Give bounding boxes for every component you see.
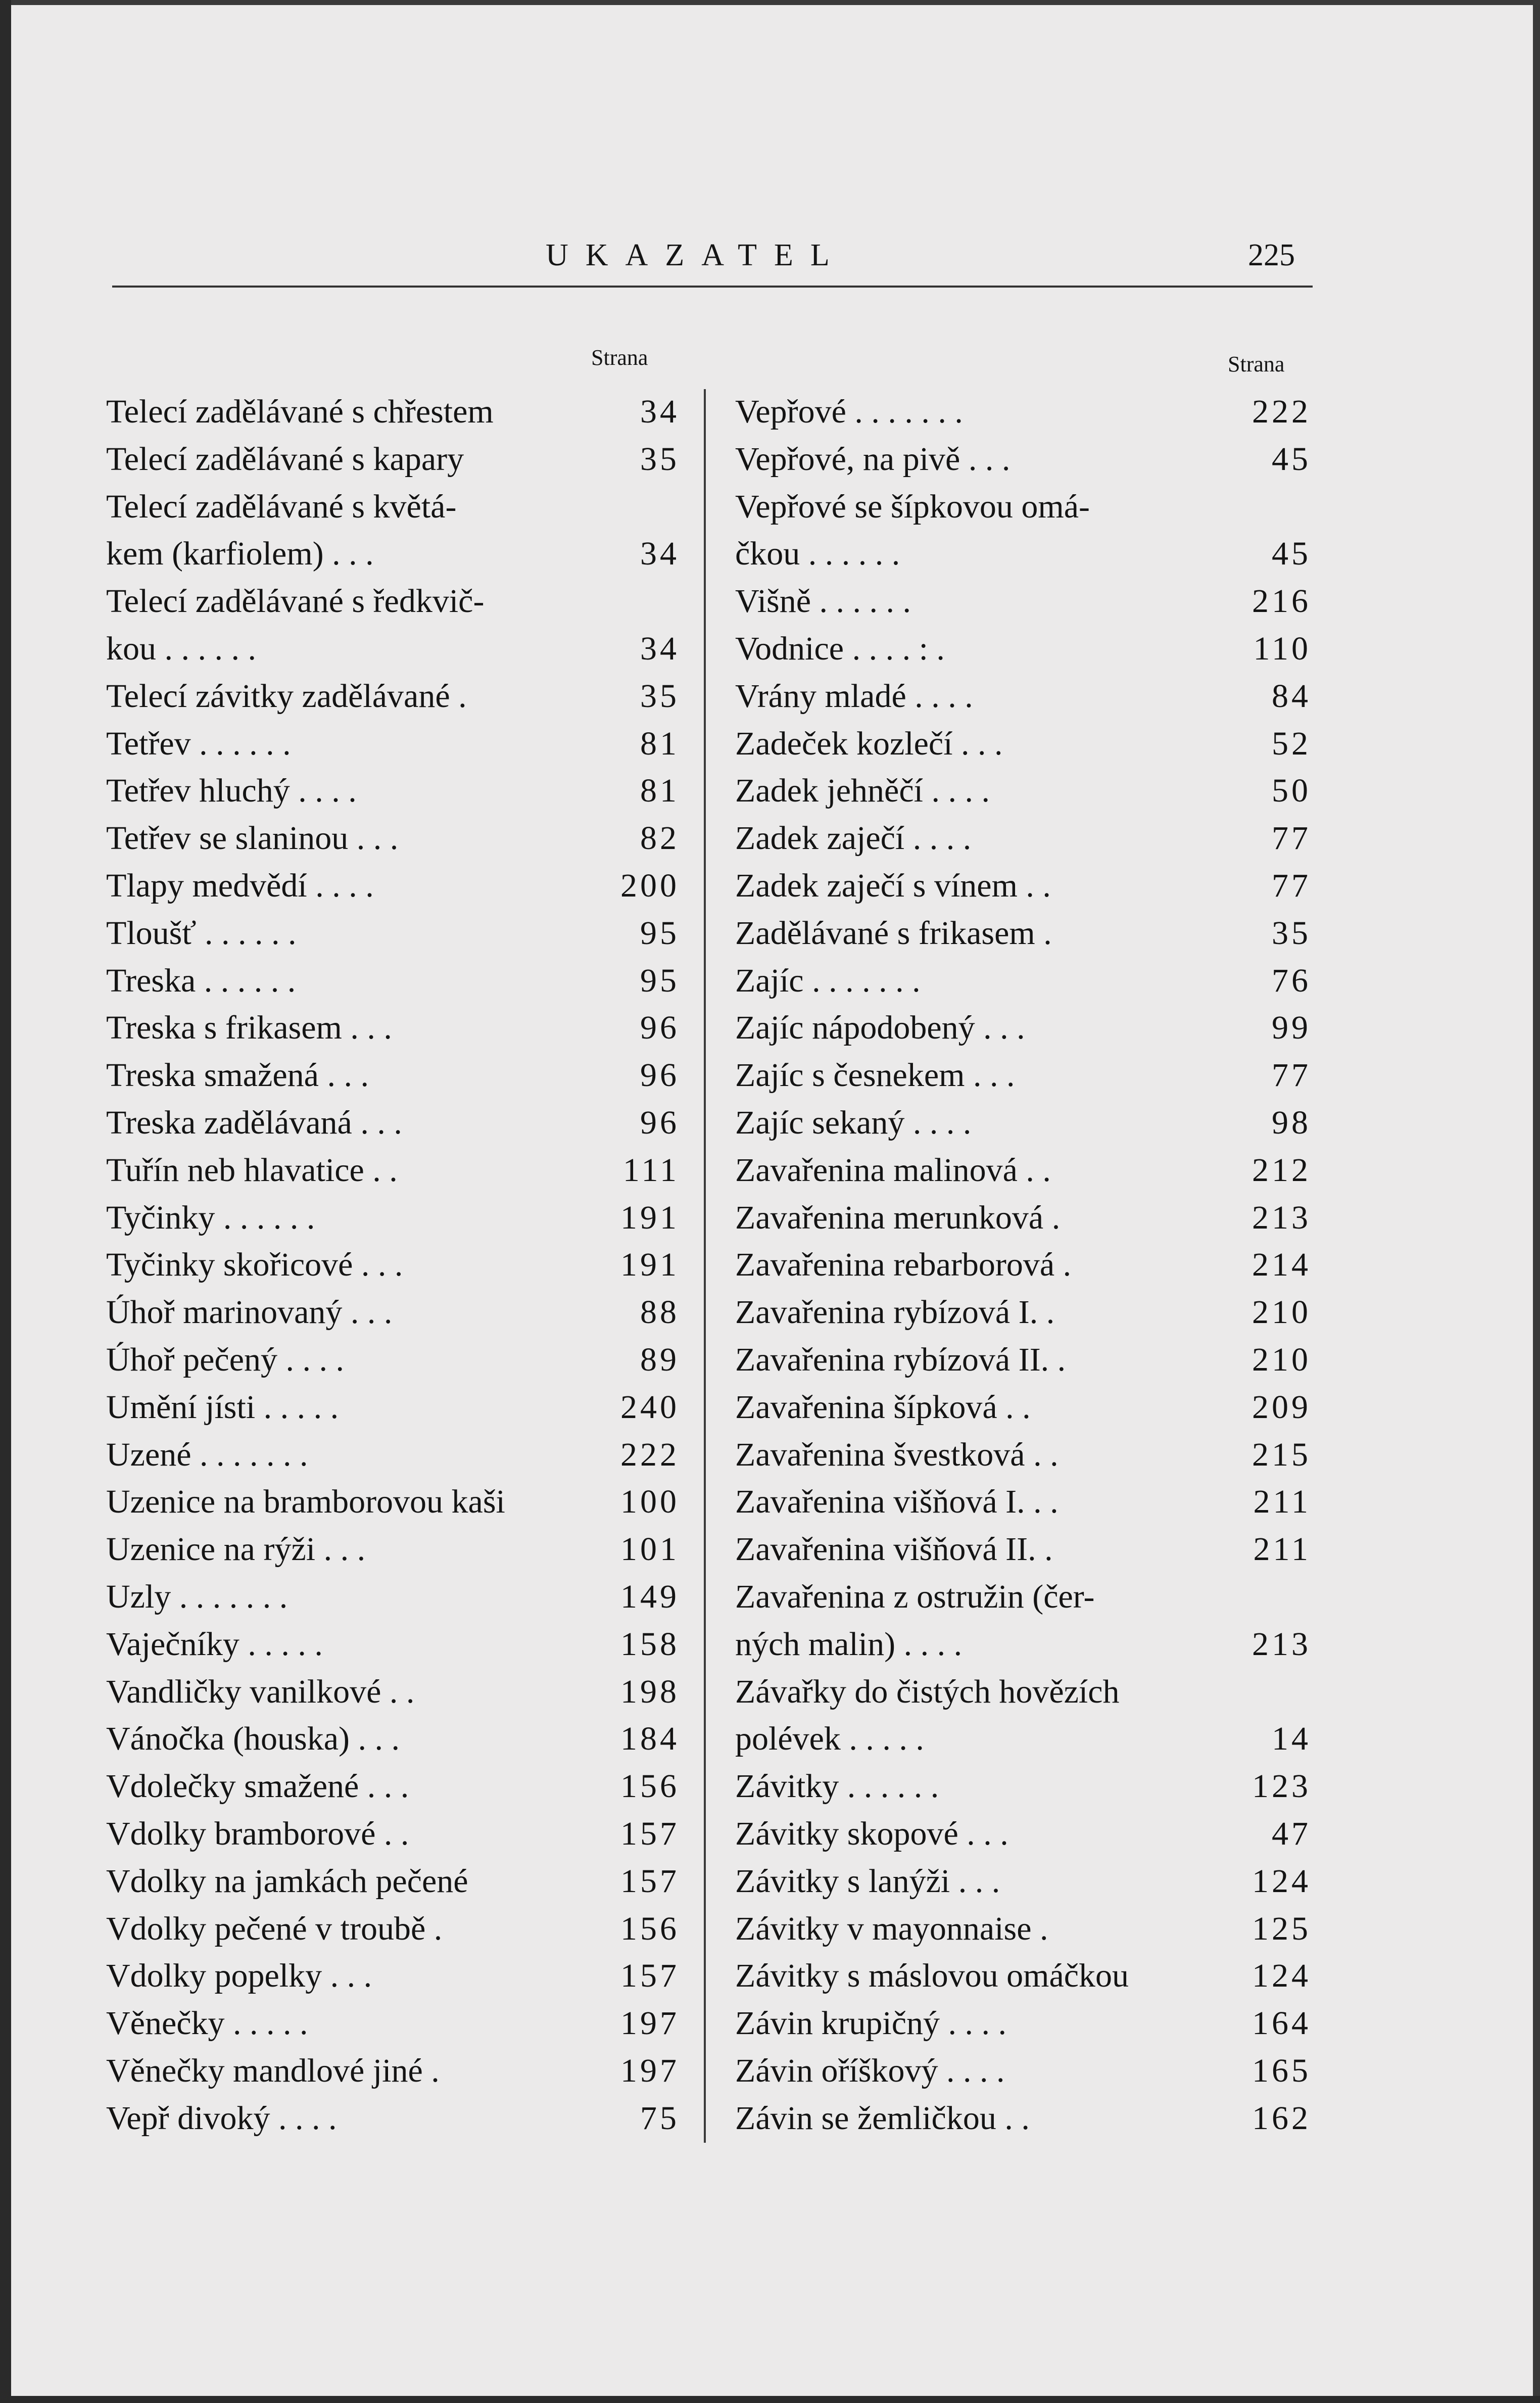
index-entry-label: Tyčinky . . . . . . — [106, 1199, 315, 1236]
index-entry — [735, 436, 1311, 483]
index-entry-page: 222 — [620, 1436, 680, 1473]
index-entry — [735, 1905, 1311, 1953]
index-entry-label: Telecí zadělávané s květá- — [106, 488, 457, 525]
index-entry-label: kem (karfiolem) . . . — [106, 535, 374, 573]
index-entry — [735, 483, 1311, 531]
index-entry-page: 96 — [640, 1009, 680, 1047]
index-entry-label: Vepřové se šípkovou omá- — [735, 488, 1090, 525]
index-entry-label: Zadek zaječí s vínem . . — [735, 867, 1051, 904]
index-entry-page: 34 — [640, 630, 680, 667]
index-entry-label: Uzenice na bramborovou kaši — [106, 1483, 505, 1521]
index-entry-page: 198 — [620, 1673, 680, 1710]
index-entry-label: Zavařenina švestková . . — [735, 1436, 1058, 1473]
index-entry-label: Úhoř pečený . . . . — [106, 1341, 345, 1378]
index-entry-label: Zavařenina šípková . . — [735, 1388, 1031, 1426]
index-entry-page: 81 — [640, 725, 680, 762]
index-entry-label: Zavařenina z ostružin (čer- — [735, 1578, 1095, 1615]
index-entry — [106, 1858, 680, 1905]
index-entry — [106, 388, 680, 436]
index-entry — [106, 1573, 680, 1621]
index-entry-label: Závin oříškový . . . . — [735, 2052, 1005, 2089]
index-entry — [106, 1810, 680, 1858]
index-entry-page: 52 — [1272, 725, 1311, 762]
index-entry-label: kou . . . . . . — [106, 630, 256, 667]
index-entry-label: Treska . . . . . . — [106, 962, 296, 999]
index-entry — [106, 1715, 680, 1763]
index-entry-page: 157 — [620, 1862, 680, 1900]
index-entry-page: 210 — [1252, 1341, 1311, 1378]
index-entry-label: ných malin) . . . . — [735, 1625, 962, 1663]
index-entry-page: 45 — [1272, 440, 1311, 478]
index-entry — [735, 1478, 1311, 1526]
index-entry-label: Višně . . . . . . — [735, 583, 911, 620]
index-entry-page: 124 — [1252, 1957, 1311, 1995]
index-entry — [735, 1715, 1311, 1763]
index-entry-label: Telecí zadělávané s chřestem — [106, 393, 494, 430]
index-entry — [735, 1952, 1311, 2000]
index-entry-label: Tetřev se slaninou . . . — [106, 820, 399, 857]
index-entry-label: Vandličky vanilkové . . — [106, 1673, 415, 1710]
index-entry-label: Vepřové, na pivě . . . — [735, 440, 1010, 478]
index-entry-page: 75 — [640, 2099, 680, 2137]
index-entry-label: Uzly . . . . . . . — [106, 1578, 288, 1615]
index-entry — [735, 1004, 1311, 1052]
index-entry-label: Vodnice . . . . : . — [735, 630, 945, 667]
index-entry-page: 47 — [1272, 1815, 1311, 1852]
index-entry-page: 110 — [1253, 630, 1311, 667]
index-entry-page: 157 — [620, 1957, 680, 1995]
scan-border-bottom — [0, 2396, 1540, 2403]
index-entry-page: 212 — [1252, 1151, 1311, 1189]
index-entry-label: Tuřín neb hlavatice . . — [106, 1151, 398, 1189]
index-entry-page: 200 — [620, 867, 680, 904]
index-entry — [735, 530, 1311, 578]
index-entry-page: 98 — [1272, 1104, 1311, 1141]
index-entry-page: 184 — [620, 1720, 680, 1758]
index-entry-label: Umění jísti . . . . . — [106, 1388, 339, 1426]
index-entry-page: 191 — [620, 1199, 680, 1236]
index-entry-page: 165 — [1252, 2052, 1311, 2089]
index-entry-label: Vepřové . . . . . . . — [735, 393, 963, 430]
index-entry-label: Vepř divoký . . . . — [106, 2099, 337, 2137]
index-entry-page: 209 — [1252, 1388, 1311, 1426]
index-entry — [735, 1241, 1311, 1289]
index-entry — [735, 1147, 1311, 1194]
index-entry-page: 164 — [1252, 2005, 1311, 2042]
index-entry-label: Uzenice na rýži . . . — [106, 1531, 366, 1568]
index-entry-page: 156 — [620, 1910, 680, 1947]
index-entry-label: Treska zadělávaná . . . — [106, 1104, 402, 1141]
index-entry-page: 149 — [620, 1578, 680, 1615]
index-entry — [106, 1621, 680, 1668]
index-entry — [735, 1336, 1311, 1384]
index-entry — [106, 1526, 680, 1573]
index-entry-page: 157 — [620, 1815, 680, 1852]
index-entry — [106, 578, 680, 625]
index-entry — [106, 1336, 680, 1384]
index-entry — [735, 1052, 1311, 1099]
index-entry-label: Zavařenina rybízová I. . — [735, 1294, 1055, 1331]
scan-border-top — [0, 0, 1540, 5]
index-entry — [735, 578, 1311, 625]
index-entry-label: Zajíc nápodobený . . . — [735, 1009, 1025, 1047]
page-number: 225 — [1248, 238, 1295, 272]
index-entry — [735, 2095, 1311, 2142]
index-entry — [106, 1147, 680, 1194]
scan-border-right — [1533, 0, 1540, 2403]
index-entry-page: 99 — [1272, 1009, 1311, 1047]
index-entry-page: 77 — [1272, 867, 1311, 904]
index-entry-label: Zavařenina višňová I. . . — [735, 1483, 1058, 1521]
index-entry-page: 84 — [1272, 677, 1311, 715]
index-entry-page: 81 — [640, 772, 680, 810]
index-entry-label: Vdolečky smažené . . . — [106, 1768, 409, 1805]
index-entry — [735, 1763, 1311, 1810]
left-column-heading: Strana — [591, 345, 648, 370]
index-entry-page: 45 — [1272, 535, 1311, 573]
scan-border-left — [0, 0, 11, 2403]
index-entry — [106, 2047, 680, 2095]
index-entry — [106, 1431, 680, 1479]
index-entry-label: Treska smažená . . . — [106, 1057, 369, 1094]
index-entry-page: 156 — [620, 1768, 680, 1805]
index-entry-page: 123 — [1252, 1768, 1311, 1805]
index-entry — [735, 2000, 1311, 2047]
index-entry — [106, 625, 680, 673]
index-entry-label: Treska s frikasem . . . — [106, 1009, 392, 1047]
index-entry-page: 125 — [1252, 1910, 1311, 1947]
index-entry-page: 96 — [640, 1104, 680, 1141]
index-entry — [106, 1004, 680, 1052]
index-entry-page: 222 — [1252, 393, 1311, 430]
index-entry-label: Tetřev . . . . . . — [106, 725, 291, 762]
index-entry-page: 216 — [1252, 583, 1311, 620]
index-entry-label: Vrány mladé . . . . — [735, 677, 973, 715]
index-entry-page: 35 — [640, 677, 680, 715]
index-entry-label: Tloušť . . . . . . — [106, 914, 297, 952]
index-entry-label: Vánočka (houska) . . . — [106, 1720, 400, 1758]
index-entry-page: 76 — [1272, 962, 1311, 999]
index-column-left — [106, 388, 680, 2142]
index-entry — [735, 1526, 1311, 1573]
index-entry-label: Závařky do čistých hovězích — [735, 1673, 1120, 1710]
index-entry — [106, 436, 680, 483]
index-entry-label: Vdolky popelky . . . — [106, 1957, 372, 1995]
index-entry — [106, 815, 680, 862]
index-entry-label: Zadek jehněčí . . . . — [735, 772, 990, 810]
column-divider — [704, 389, 706, 2143]
index-entry — [735, 1099, 1311, 1147]
index-entry-page: 35 — [640, 440, 680, 478]
index-entry — [735, 1858, 1311, 1905]
index-entry — [735, 815, 1311, 862]
index-entry — [106, 1952, 680, 2000]
running-header-title: UKAZATEL — [546, 238, 847, 272]
index-entry-page: 77 — [1272, 820, 1311, 857]
index-entry-page: 214 — [1252, 1246, 1311, 1284]
index-entry-page: 14 — [1272, 1720, 1311, 1758]
index-entry-label: Věnečky mandlové jiné . — [106, 2052, 440, 2089]
index-entry — [106, 1194, 680, 1242]
index-entry-page: 197 — [620, 2052, 680, 2089]
index-entry-page: 162 — [1252, 2099, 1311, 2137]
index-entry-label: Úhoř marinovaný . . . — [106, 1294, 393, 1331]
index-entry — [106, 1241, 680, 1289]
index-entry — [106, 910, 680, 957]
index-entry — [735, 2047, 1311, 2095]
index-entry-label: Zadek zaječí . . . . — [735, 820, 972, 857]
index-entry-label: Vdolky bramborové . . — [106, 1815, 409, 1852]
index-entry — [106, 2000, 680, 2047]
index-entry-label: Vaječníky . . . . . — [106, 1625, 323, 1663]
index-entry — [735, 862, 1311, 910]
index-entry-label: čkou . . . . . . — [735, 535, 900, 573]
index-entry-label: Zajíc s česnekem . . . — [735, 1057, 1015, 1094]
index-entry — [735, 1810, 1311, 1858]
index-entry-page: 215 — [1252, 1436, 1311, 1473]
index-entry-page: 95 — [640, 914, 680, 952]
index-entry-label: Zavařenina rebarborová . — [735, 1246, 1072, 1284]
index-entry — [106, 1905, 680, 1953]
index-entry-page: 240 — [620, 1388, 680, 1426]
index-entry-label: Telecí závitky zadělávané . — [106, 677, 467, 715]
index-entry-page: 35 — [1272, 914, 1311, 952]
index-entry-page: 213 — [1252, 1625, 1311, 1663]
index-entry — [106, 673, 680, 720]
index-entry-page: 100 — [620, 1483, 680, 1521]
index-entry-page: 95 — [640, 962, 680, 999]
index-entry — [735, 1431, 1311, 1479]
index-entry-label: Zadeček kozlečí . . . — [735, 725, 1003, 762]
index-entry — [106, 1763, 680, 1810]
index-entry-page: 210 — [1252, 1294, 1311, 1331]
index-entry — [106, 2095, 680, 2142]
index-entry — [735, 1194, 1311, 1242]
index-entry — [735, 1384, 1311, 1431]
index-entry — [106, 957, 680, 1005]
index-entry — [735, 1621, 1311, 1668]
index-entry — [735, 388, 1311, 436]
index-entry-label: Zajíc sekaný . . . . — [735, 1104, 972, 1141]
index-entry-page: 197 — [620, 2005, 680, 2042]
index-entry-label: Věnečky . . . . . — [106, 2005, 308, 2042]
index-entry-label: Závin krupičný . . . . — [735, 2005, 1007, 2042]
index-entry-page: 191 — [620, 1246, 680, 1284]
index-entry-label: Telecí zadělávané s ředkvič- — [106, 583, 485, 620]
index-entry-label: Závitky s máslovou omáčkou — [735, 1957, 1129, 1995]
index-entry — [106, 767, 680, 815]
index-entry — [106, 1052, 680, 1099]
index-entry — [735, 1573, 1311, 1621]
index-entry-page: 34 — [640, 393, 680, 430]
index-entry-label: Závin se žemličkou . . — [735, 2099, 1030, 2137]
index-entry — [735, 767, 1311, 815]
index-entry-page: 211 — [1253, 1531, 1311, 1568]
index-entry-label: Uzené . . . . . . . — [106, 1436, 308, 1473]
index-entry — [735, 720, 1311, 768]
index-entry-page: 124 — [1252, 1862, 1311, 1900]
header-rule — [112, 286, 1313, 288]
index-entry — [106, 1099, 680, 1147]
index-entry-page: 88 — [640, 1294, 680, 1331]
index-entry-label: polévek . . . . . — [735, 1720, 924, 1758]
index-entry — [735, 1668, 1311, 1716]
index-entry — [735, 1289, 1311, 1336]
index-entry-label: Zavařenina merunková . — [735, 1199, 1061, 1236]
index-entry-label: Závitky v mayonnaise . — [735, 1910, 1048, 1947]
index-entry-page: 82 — [640, 820, 680, 857]
index-entry-label: Zavařenina rybízová II. . — [735, 1341, 1066, 1378]
index-entry-page: 101 — [620, 1531, 680, 1568]
index-entry-page: 89 — [640, 1341, 680, 1378]
index-entry-label: Závitky . . . . . . — [735, 1768, 939, 1805]
index-entry-label: Závitky skopové . . . — [735, 1815, 1008, 1852]
index-entry-label: Tetřev hluchý . . . . — [106, 772, 357, 810]
index-entry-label: Závitky s lanýži . . . — [735, 1862, 1000, 1900]
index-entry — [106, 1668, 680, 1716]
index-entry-label: Vdolky na jamkách pečené — [106, 1862, 468, 1900]
index-entry — [735, 957, 1311, 1005]
index-entry — [735, 625, 1311, 673]
index-entry-page: 213 — [1252, 1199, 1311, 1236]
index-entry — [106, 483, 680, 531]
index-entry — [106, 530, 680, 578]
index-entry-label: Zajíc . . . . . . . — [735, 962, 921, 999]
index-entry — [735, 673, 1311, 720]
index-entry-page: 211 — [1253, 1483, 1311, 1521]
index-entry-page: 111 — [622, 1151, 680, 1189]
index-entry — [735, 910, 1311, 957]
index-entry-page: 96 — [640, 1057, 680, 1094]
index-entry-label: Telecí zadělávané s kapary — [106, 440, 464, 478]
index-entry-label: Vdolky pečené v troubě . — [106, 1910, 443, 1947]
index-entry-label: Zavařenina malinová . . — [735, 1151, 1051, 1189]
index-entry-label: Tlapy medvědí . . . . — [106, 867, 374, 904]
index-entry — [106, 1384, 680, 1431]
index-entry — [106, 1289, 680, 1336]
index-entry-page: 77 — [1272, 1057, 1311, 1094]
index-entry — [106, 720, 680, 768]
index-entry-page: 34 — [640, 535, 680, 573]
index-entry-label: Zadělávané s frikasem . — [735, 914, 1052, 952]
index-entry — [106, 862, 680, 910]
index-entry-label: Tyčinky skořicové . . . — [106, 1246, 403, 1284]
index-entry-page: 158 — [620, 1625, 680, 1663]
index-entry-label: Zavařenina višňová II. . — [735, 1531, 1053, 1568]
index-column-right — [735, 388, 1311, 2142]
index-entry-page: 50 — [1272, 772, 1311, 810]
right-column-heading: Strana — [1228, 352, 1285, 376]
index-entry — [106, 1478, 680, 1526]
